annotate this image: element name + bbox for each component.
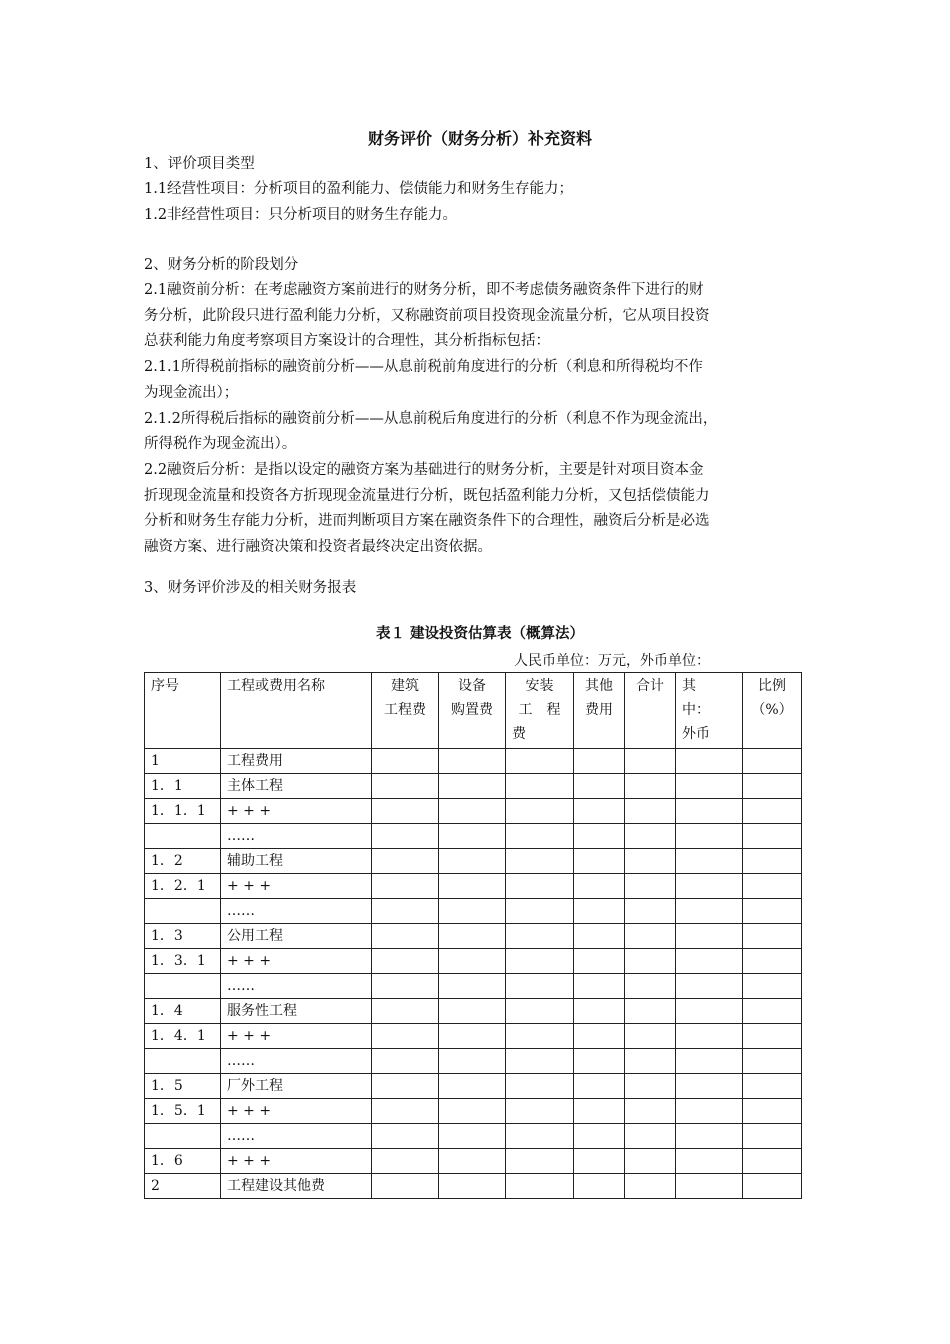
cell-name: + + +	[221, 874, 372, 899]
cell-empty	[506, 799, 574, 824]
section-2-1-line: 务分析，此阶段只进行盈利能力分析，又称融资前项目投资现金流量分析，它从项目投资	[144, 307, 710, 324]
cell-seq	[145, 1124, 221, 1149]
cell-empty	[625, 1099, 676, 1124]
table-row	[145, 799, 802, 824]
header-name: 工程或费用名称	[221, 673, 372, 749]
cell-seq	[145, 899, 221, 924]
cell-empty	[439, 949, 506, 974]
cell-empty	[439, 774, 506, 799]
cell-empty	[372, 749, 439, 774]
cell-seq: 1．3．1	[145, 949, 221, 974]
cell-empty	[743, 1174, 802, 1199]
header-text: 其他	[585, 678, 613, 694]
cell-empty	[676, 749, 743, 774]
cell-seq: 1．2	[145, 849, 221, 874]
cell-name: 主体工程	[221, 774, 372, 799]
cell-empty	[625, 999, 676, 1024]
section-2-1-2-line: 所得税作为现金流出）。	[144, 436, 297, 453]
section-2-2-line: 折现现金流量和投资各方折现现金流量进行分析，既包括盈利能力分析，又包括偿债能力	[144, 487, 710, 504]
cell-empty	[372, 799, 439, 824]
cell-empty	[506, 749, 574, 774]
cell-empty	[625, 799, 676, 824]
section-2-1-1-line: 2.1.1所得税前指标的融资前分析——从息前税前角度进行的分析（利息和所得税均不作	[144, 359, 703, 376]
cell-seq: 1．4	[145, 999, 221, 1024]
cell-empty	[372, 949, 439, 974]
cell-name: 服务性工程	[221, 999, 372, 1024]
section-2-2-line: 分析和财务生存能力分析，进而判断项目方案在融资条件下的合理性，融资后分析是必选	[144, 513, 710, 530]
investment-estimate-table	[144, 672, 802, 1199]
cell-empty	[743, 1074, 802, 1099]
cell-empty	[676, 1049, 743, 1074]
table-row	[145, 899, 802, 924]
cell-empty	[625, 824, 676, 849]
cell-name: 厂外工程	[221, 1074, 372, 1099]
cell-empty	[506, 849, 574, 874]
cell-name: ……	[221, 1124, 372, 1149]
cell-empty	[676, 849, 743, 874]
cell-empty	[574, 849, 625, 874]
cell-empty	[574, 1099, 625, 1124]
section-2-2-line: 融资方案、进行融资决策和投资者最终决定出资依据。	[144, 539, 492, 556]
cell-empty	[676, 974, 743, 999]
cell-empty	[743, 949, 802, 974]
cell-empty	[439, 849, 506, 874]
header-text: 建筑	[391, 678, 419, 694]
cell-empty	[506, 1149, 574, 1174]
cell-empty	[676, 799, 743, 824]
cell-empty	[676, 924, 743, 949]
cell-empty	[625, 1074, 676, 1099]
cell-empty	[506, 999, 574, 1024]
cell-empty	[676, 1149, 743, 1174]
cell-empty	[506, 1049, 574, 1074]
cell-seq: 1．5	[145, 1074, 221, 1099]
cell-empty	[743, 849, 802, 874]
cell-seq: 2	[145, 1174, 221, 1199]
cell-empty	[372, 774, 439, 799]
table-row	[145, 824, 802, 849]
cell-empty	[676, 949, 743, 974]
cell-name: ……	[221, 974, 372, 999]
cell-empty	[625, 924, 676, 949]
table-row	[145, 774, 802, 799]
cell-empty	[372, 1049, 439, 1074]
cell-empty	[439, 749, 506, 774]
cell-empty	[743, 774, 802, 799]
cell-empty	[506, 974, 574, 999]
cell-empty	[625, 749, 676, 774]
section-2-1-1-line: 为现金流出）；	[144, 384, 239, 401]
cell-empty	[372, 1074, 439, 1099]
cell-empty	[439, 824, 506, 849]
cell-empty	[625, 949, 676, 974]
header-installation-cost	[506, 673, 574, 749]
header-equipment-cost	[439, 673, 506, 749]
section-2-1-2-line: 2.1.2所得税后指标的融资前分析——从息前税后角度进行的分析（利息不作为现金流出，	[144, 410, 718, 427]
cell-empty	[743, 999, 802, 1024]
cell-empty	[743, 874, 802, 899]
cell-empty	[439, 1024, 506, 1049]
table-row	[145, 974, 802, 999]
header-text: （%）	[751, 702, 793, 718]
table-header-row	[145, 673, 802, 749]
cell-empty	[439, 999, 506, 1024]
cell-empty	[439, 924, 506, 949]
cell-seq: 1．1．1	[145, 799, 221, 824]
cell-empty	[743, 824, 802, 849]
cell-empty	[372, 824, 439, 849]
cell-seq: 1．5．1	[145, 1099, 221, 1124]
cell-empty	[574, 799, 625, 824]
cell-empty	[743, 799, 802, 824]
cell-name: 公用工程	[221, 924, 372, 949]
cell-empty	[676, 899, 743, 924]
cell-empty	[372, 899, 439, 924]
cell-empty	[439, 974, 506, 999]
cell-empty	[574, 1174, 625, 1199]
cell-empty	[506, 899, 574, 924]
table-row	[145, 949, 802, 974]
section-3-heading: 3、财务评价涉及的相关财务报表	[144, 580, 357, 596]
cell-empty	[439, 874, 506, 899]
cell-empty	[372, 999, 439, 1024]
section-2-1	[144, 278, 816, 561]
cell-empty	[372, 874, 439, 899]
section-1-2: 1.2非经营性项目：只分析项目的财务生存能力。	[144, 207, 458, 223]
table-row	[145, 1024, 802, 1049]
cell-empty	[439, 899, 506, 924]
cell-empty	[743, 1124, 802, 1149]
table-row	[145, 1099, 802, 1124]
header-text: 费	[512, 726, 526, 742]
cell-seq	[145, 824, 221, 849]
cell-empty	[574, 774, 625, 799]
cell-empty	[574, 974, 625, 999]
table-row	[145, 1124, 802, 1149]
cell-empty	[439, 1074, 506, 1099]
table-unit-note: 人民币单位：万元，外币单位：	[514, 653, 710, 669]
cell-empty	[506, 1099, 574, 1124]
cell-name: ……	[221, 899, 372, 924]
cell-empty	[743, 974, 802, 999]
header-foreign-currency	[676, 673, 743, 749]
cell-name: ……	[221, 1049, 372, 1074]
cell-seq	[145, 1049, 221, 1074]
cell-empty	[372, 1174, 439, 1199]
table-row	[145, 874, 802, 899]
cell-empty	[574, 1149, 625, 1174]
cell-seq: 1．6	[145, 1149, 221, 1174]
header-other-cost	[574, 673, 625, 749]
cell-empty	[676, 1099, 743, 1124]
cell-empty	[372, 1099, 439, 1124]
cell-empty	[372, 1024, 439, 1049]
header-text: 外币	[682, 726, 710, 742]
cell-seq: 1．1	[145, 774, 221, 799]
cell-name: + + +	[221, 1149, 372, 1174]
table-row	[145, 1174, 802, 1199]
header-text: 其	[682, 678, 696, 694]
header-ratio	[743, 673, 802, 749]
section-2-heading: 2、财务分析的阶段划分	[144, 257, 299, 273]
cell-empty	[743, 1099, 802, 1124]
cell-empty	[743, 924, 802, 949]
cell-empty	[506, 1124, 574, 1149]
cell-empty	[676, 1024, 743, 1049]
header-text: 费用	[585, 702, 613, 718]
cell-empty	[372, 849, 439, 874]
cell-empty	[743, 749, 802, 774]
document-title: 财务评价（财务分析）补充资料	[367, 129, 592, 148]
section-1-heading: 1、评价项目类型	[144, 156, 255, 172]
cell-empty	[625, 1024, 676, 1049]
cell-empty	[372, 974, 439, 999]
cell-empty	[676, 1174, 743, 1199]
cell-empty	[676, 1074, 743, 1099]
cell-name: 工程费用	[221, 749, 372, 774]
cell-empty	[372, 1124, 439, 1149]
cell-seq: 1．4．1	[145, 1024, 221, 1049]
cell-empty	[574, 874, 625, 899]
cell-empty	[676, 999, 743, 1024]
cell-seq: 1	[145, 749, 221, 774]
cell-empty	[574, 1024, 625, 1049]
header-seq: 序号	[145, 673, 221, 749]
table-row	[145, 924, 802, 949]
table-caption: 表１ 建设投资估算表（概算法）	[375, 626, 585, 642]
header-text: 安装	[525, 678, 554, 694]
cell-name: 辅助工程	[221, 849, 372, 874]
cell-empty	[439, 1149, 506, 1174]
cell-empty	[574, 749, 625, 774]
cell-name: + + +	[221, 949, 372, 974]
header-text: 比例	[758, 678, 786, 694]
cell-empty	[625, 1124, 676, 1149]
cell-empty	[506, 1024, 574, 1049]
cell-empty	[676, 824, 743, 849]
cell-empty	[506, 824, 574, 849]
cell-name: + + +	[221, 799, 372, 824]
header-text: 工 程	[518, 702, 561, 718]
cell-name: 工程建设其他费	[221, 1174, 372, 1199]
cell-name: + + +	[221, 1024, 372, 1049]
table-row	[145, 999, 802, 1024]
cell-empty	[574, 899, 625, 924]
cell-empty	[625, 899, 676, 924]
cell-empty	[506, 774, 574, 799]
cell-name: + + +	[221, 1099, 372, 1124]
header-text: 中：	[682, 702, 710, 718]
cell-empty	[439, 799, 506, 824]
cell-empty	[625, 1049, 676, 1074]
cell-empty	[372, 924, 439, 949]
header-total: 合计	[625, 673, 676, 749]
cell-empty	[743, 1049, 802, 1074]
cell-empty	[625, 874, 676, 899]
cell-empty	[506, 874, 574, 899]
cell-empty	[574, 1074, 625, 1099]
cell-seq: 1．2．1	[145, 874, 221, 899]
cell-empty	[625, 1174, 676, 1199]
cell-empty	[574, 824, 625, 849]
cell-empty	[574, 999, 625, 1024]
cell-empty	[574, 1124, 625, 1149]
cell-empty	[574, 924, 625, 949]
cell-empty	[506, 1174, 574, 1199]
header-text: 设备	[458, 678, 486, 694]
cell-seq	[145, 974, 221, 999]
cell-empty	[743, 899, 802, 924]
cell-empty	[439, 1099, 506, 1124]
cell-empty	[439, 1049, 506, 1074]
section-1-1: 1.1经营性项目：分析项目的盈利能力、偿债能力和财务生存能力；	[144, 181, 574, 197]
table-row	[145, 749, 802, 774]
cell-empty	[506, 949, 574, 974]
cell-empty	[574, 1049, 625, 1074]
table-row	[145, 1074, 802, 1099]
cell-empty	[574, 949, 625, 974]
section-2-1-line: 总获利能力角度考察项目方案设计的合理性，其分析指标包括：	[144, 333, 550, 350]
cell-empty	[506, 924, 574, 949]
header-text: 购置费	[451, 702, 493, 718]
header-building-cost	[372, 673, 439, 749]
cell-empty	[676, 774, 743, 799]
cell-empty	[743, 1024, 802, 1049]
cell-empty	[625, 974, 676, 999]
cell-empty	[439, 1124, 506, 1149]
table-row	[145, 1049, 802, 1074]
section-2-2-line: 2.2融资后分析：是指以设定的融资方案为基础进行的财务分析，主要是针对项目资本金	[144, 461, 704, 478]
cell-empty	[743, 1149, 802, 1174]
table-body	[145, 749, 802, 1199]
cell-empty	[439, 1174, 506, 1199]
table-row	[145, 1149, 802, 1174]
cell-seq: 1．3	[145, 924, 221, 949]
cell-empty	[676, 1124, 743, 1149]
section-2-1-line: 2.1融资前分析：在考虑融资方案前进行的财务分析，即不考虑债务融资条件下进行的财	[144, 282, 704, 298]
cell-empty	[625, 1149, 676, 1174]
cell-empty	[676, 874, 743, 899]
cell-empty	[625, 774, 676, 799]
cell-name: ……	[221, 824, 372, 849]
cell-empty	[506, 1074, 574, 1099]
cell-empty	[625, 849, 676, 874]
cell-empty	[372, 1149, 439, 1174]
header-text: 工程费	[384, 702, 426, 718]
table-row	[145, 849, 802, 874]
